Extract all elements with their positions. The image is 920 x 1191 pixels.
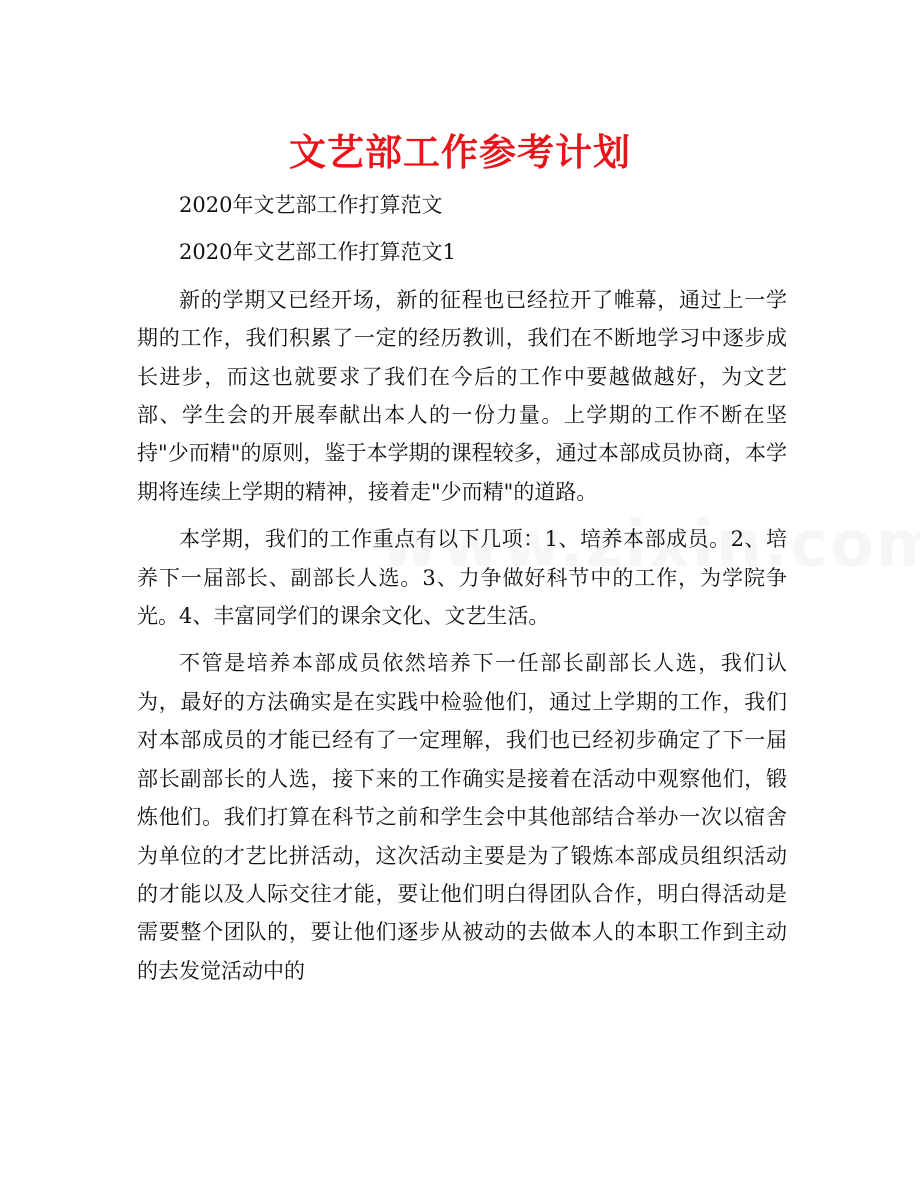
paragraph-training: 不管是培养本部成员依然培养下一任部长副部长人选，我们认为，最好的方法确实是在实践中检验他们，通过上学期的工作，我们对本部成员的才能已经有了一定理解，我们也已经初步确定了下一届部长副部长的人选，接下来的工作确实是接着在活动中观察他们，锻炼他们。我们打算在科节之前和学生会中其他部结合举办一次以宿舍为单位的才艺比拼活动，这次活动主要是为了锻炼本部成员组织活动的才能以及人际交往才能，要让他们明白得团队合作，明白得活动是需要整个团队的，要让他们逐步从被动的去做本人的本职工作到主动的去发觉活动中的 [137, 651, 787, 983]
document-body [137, 186, 787, 990]
paragraph-intro: 新的学期又已经开场，新的征程也已经拉开了帷幕，通过上一学期的工作，我们积累了一定的经历教训，我们在不断地学习中逐步成长进步，而这也就要求了我们在今后的工作中要越做越好，为文艺部、学生会的开展奉献出本人的一份力量。上学期的工作不断在坚持"少而精"的原则，鉴于本学期的课程较多，通过本部成员协商，本学期将连续上学期的精神，接着走"少而精"的道路。 [137, 287, 787, 504]
paragraph-subtitle-2: 2020年文艺部工作打算范文1 [179, 240, 456, 265]
document-title: 文艺部工作参考计划 [289, 130, 631, 174]
paragraph-priorities: 本学期，我们的工作重点有以下几项：1、培养本部成员。2、培养下一届部长、副部长人选。3、力争做好科节中的工作，为学院争光。4、丰富同学们的课余文化、文艺生活。 [137, 527, 787, 629]
paragraph-subtitle: 2020年文艺部工作打算范文 [179, 193, 443, 217]
